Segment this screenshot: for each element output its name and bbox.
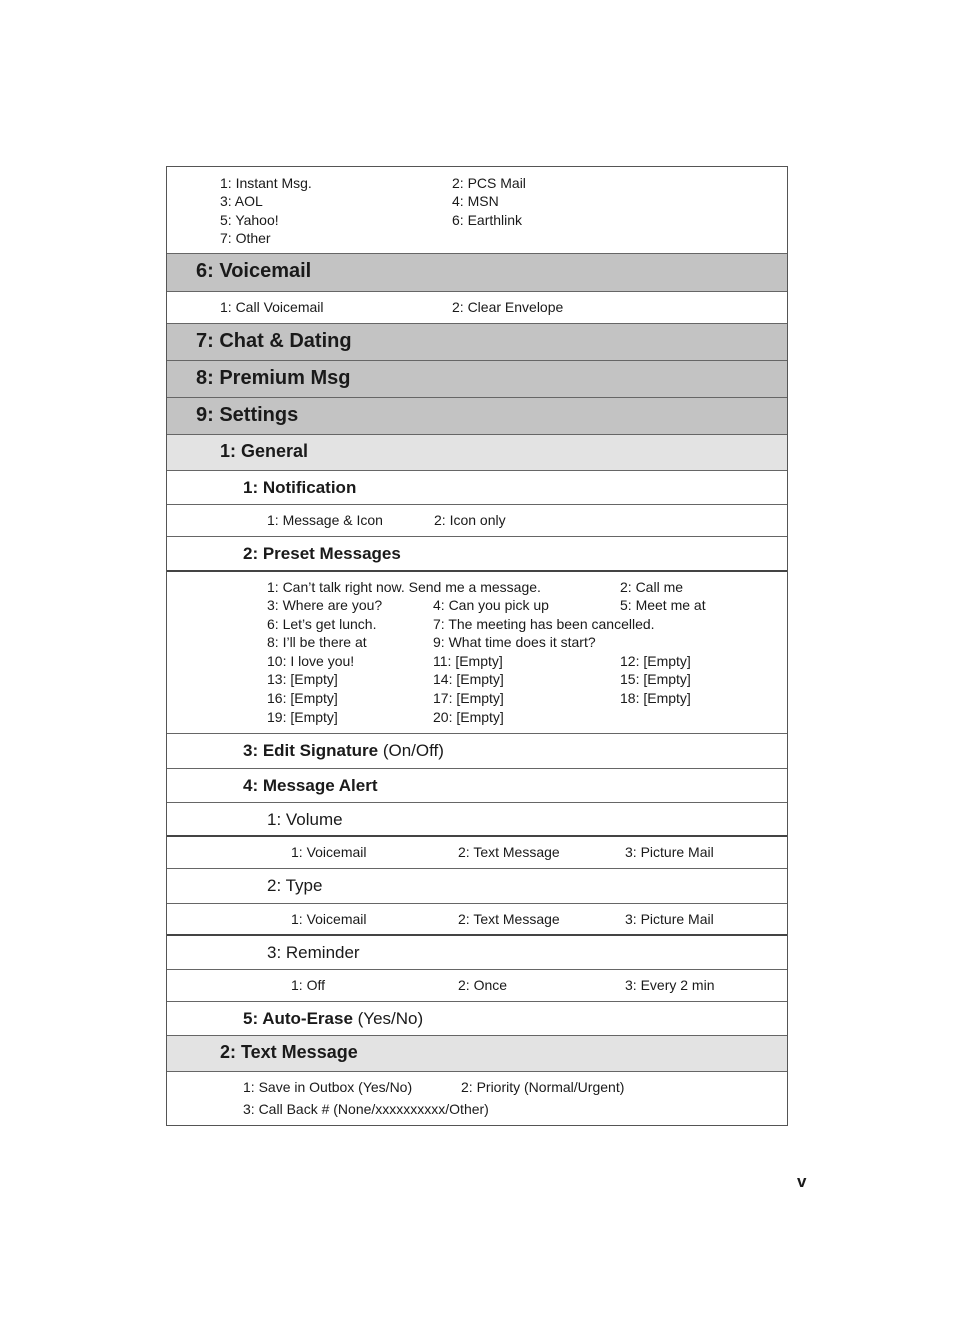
list-item: 1: Save in Outbox (Yes/No) (243, 1079, 413, 1095)
list-item: 1: Instant Msg. (220, 175, 312, 191)
text-message-items-row (167, 1072, 787, 1125)
reminder-items-row (167, 970, 787, 1002)
list-item: 2: Text Message (458, 911, 560, 927)
list-item: 7: The meeting has been cancelled. (433, 616, 655, 632)
type-items-row (167, 904, 787, 936)
list-item: 1: Message & Icon (267, 512, 383, 528)
notification-header-row (167, 471, 787, 505)
list-item: 1: Voicemail (291, 911, 367, 927)
notification-items-row (167, 505, 787, 537)
section-chat-dating (167, 324, 787, 361)
list-item: 2: Priority (Normal/Urgent) (461, 1079, 625, 1095)
list-item: 1: Can’t talk right now. Send me a message. (267, 579, 541, 595)
list-item: 19: [Empty] (267, 709, 338, 725)
list-item: 2: Call me (620, 579, 684, 595)
list-item: 2: Text Message (458, 844, 560, 860)
section-settings (167, 398, 787, 435)
list-item: 10: I love you! (267, 653, 355, 669)
menu-tree-table (166, 166, 788, 1126)
item-title: 1: Notification (243, 478, 357, 497)
list-item: 5: Meet me at (620, 597, 706, 613)
item-title-with-options (243, 741, 444, 761)
list-item: 2: Clear Envelope (452, 299, 564, 315)
list-item: 17: [Empty] (433, 690, 504, 706)
list-item: 14: [Empty] (433, 671, 504, 687)
item-title: 5: Auto-Erase (243, 1009, 353, 1028)
item-title-with-options (243, 1009, 423, 1029)
list-item: 1: Off (291, 977, 325, 993)
list-item: 2: Icon only (434, 512, 506, 528)
item-title: 3: Reminder (267, 943, 360, 962)
section-voicemail (167, 254, 787, 292)
list-item: 6: Let’s get lunch. (267, 616, 377, 632)
list-item: 1: Call Voicemail (220, 299, 324, 315)
subsection-text-message (167, 1036, 787, 1072)
list-item: 20: [Empty] (433, 709, 504, 725)
list-item: 5: Yahoo! (220, 212, 279, 228)
list-item: 3: Where are you? (267, 597, 383, 613)
list-item: 9: What time does it start? (433, 634, 596, 650)
section-title: 7: Chat & Dating (196, 330, 352, 352)
list-item: 3: Picture Mail (625, 911, 714, 927)
item-title: 2: Type (267, 876, 323, 895)
list-item: 3: Every 2 min (625, 977, 715, 993)
list-item: 3: AOL (220, 193, 263, 209)
message-alert-row (167, 769, 787, 803)
list-item: 6: Earthlink (452, 212, 523, 228)
list-item: 7: Other (220, 230, 271, 246)
item-title: 2: Preset Messages (243, 544, 401, 563)
section-title: 8: Premium Msg (196, 367, 351, 389)
edit-signature-row (167, 734, 787, 769)
preset-messages-header-row (167, 537, 787, 572)
list-item: 1: Voicemail (291, 844, 367, 860)
voicemail-items-row (167, 292, 787, 324)
im-options-row (167, 167, 787, 254)
list-item: 15: [Empty] (620, 671, 691, 687)
reminder-header-row (167, 936, 787, 970)
list-item: 12: [Empty] (620, 653, 691, 669)
volume-items-row (167, 837, 787, 869)
preset-messages-items-row (167, 572, 787, 734)
list-item: 2: PCS Mail (452, 175, 526, 191)
list-item: 8: I’ll be there at (267, 634, 367, 650)
page-number: v (797, 1172, 807, 1191)
list-item: 11: [Empty] (433, 653, 503, 669)
list-item: 3: Call Back # (None/xxxxxxxxxx/Other) (243, 1101, 489, 1117)
list-item: 2: Once (458, 977, 508, 993)
section-title: 9: Settings (196, 404, 299, 426)
item-options: (On/Off) (382, 741, 444, 760)
item-options: (Yes/No) (357, 1009, 424, 1028)
subsection-general (167, 435, 787, 471)
item-title: 3: Edit Signature (243, 741, 379, 760)
list-item: 18: [Empty] (620, 690, 691, 706)
type-header-row (167, 869, 787, 904)
section-premium-msg (167, 361, 787, 398)
subsection-title: 2: Text Message (220, 1042, 358, 1062)
list-item: 16: [Empty] (267, 690, 338, 706)
list-item: 4: MSN (452, 193, 499, 209)
auto-erase-row (167, 1002, 787, 1036)
list-item: 13: [Empty] (267, 671, 338, 687)
section-title: 6: Voicemail (196, 260, 312, 282)
item-title: 4: Message Alert (243, 776, 378, 795)
item-title: 1: Volume (267, 810, 343, 829)
volume-header-row (167, 803, 787, 837)
subsection-title: 1: General (220, 441, 309, 461)
list-item: 4: Can you pick up (433, 597, 549, 613)
list-item: 3: Picture Mail (625, 844, 714, 860)
